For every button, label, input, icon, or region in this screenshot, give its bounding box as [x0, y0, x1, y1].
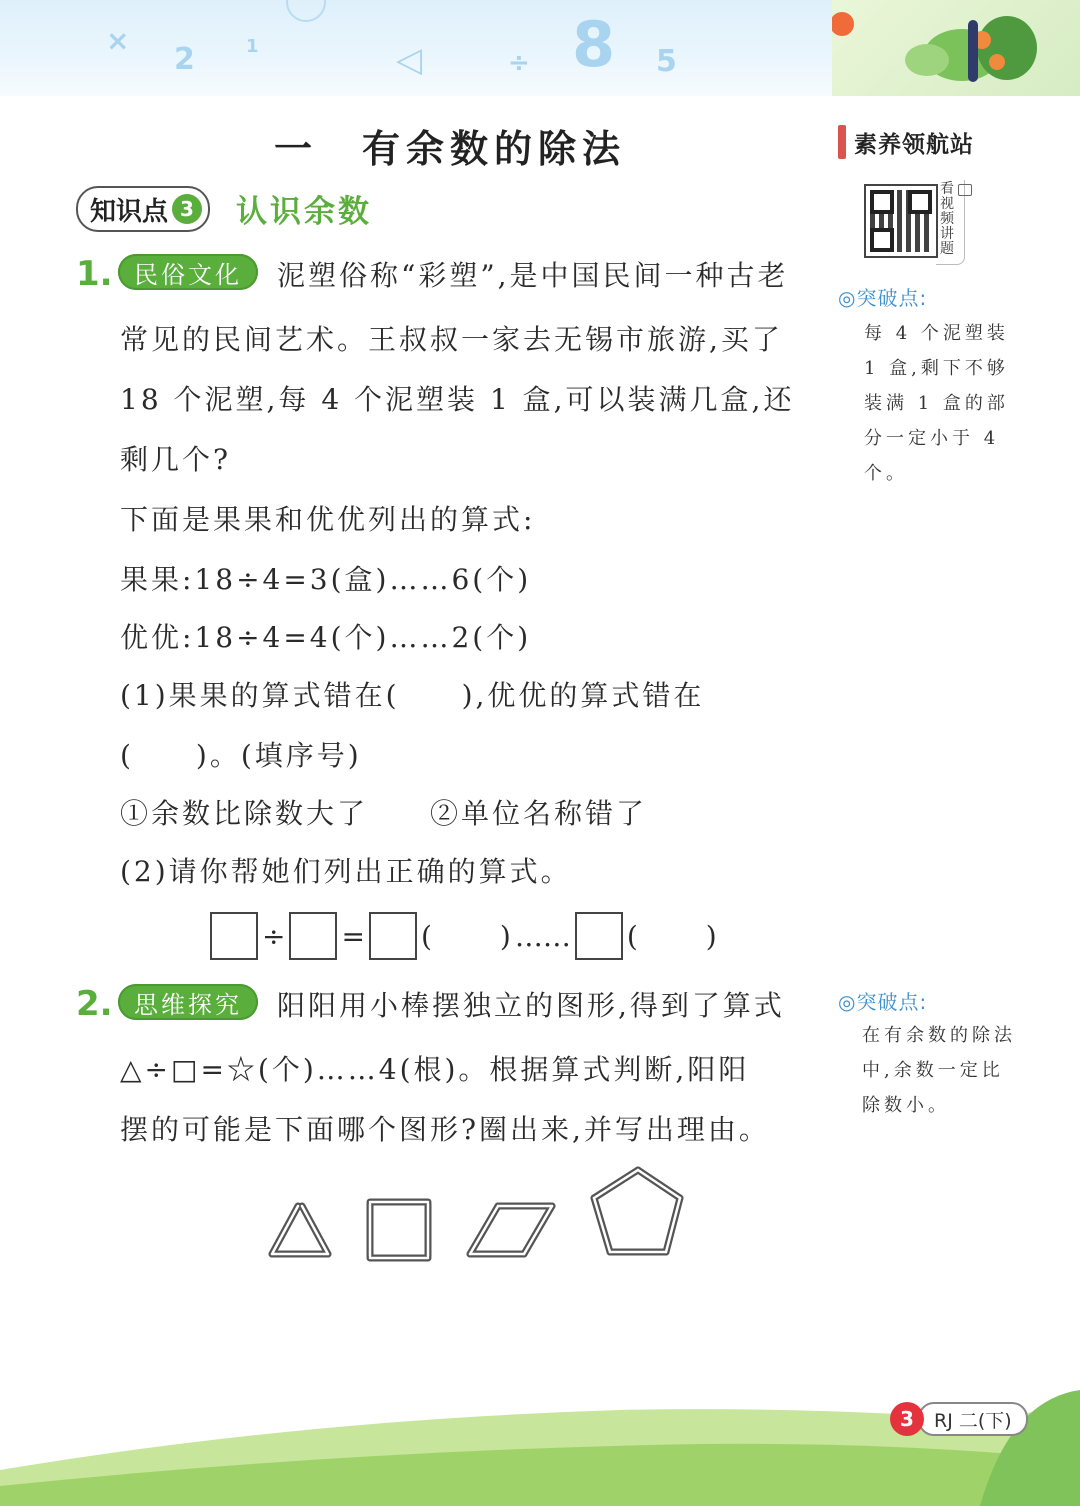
question-1-youyou-formula: 优优:18÷4=4(个)……2(个) — [120, 621, 532, 654]
open-paren: ( — [420, 919, 432, 953]
question-2-line: 阳阳用小棒摆独立的图形,得到了算式 — [277, 989, 785, 1022]
decor-glyph: 1 — [246, 36, 259, 57]
equals-sign: = — [341, 919, 365, 953]
answer-box-quotient[interactable] — [369, 912, 417, 960]
page-footer-badge — [890, 1402, 1028, 1436]
question-1-guoguo-formula: 果果:18÷4=3(盒)……6(个) — [120, 563, 532, 596]
ellipsis: …… — [514, 919, 571, 953]
question-1-part1: (1)果果的算式错在( ),优优的算式错在 — [120, 679, 705, 712]
brand-station-label: 素养领航站 — [854, 131, 974, 158]
qr-video-note: 看视频讲题 — [940, 181, 954, 257]
tip-2-heading: ◎突破点: — [838, 990, 928, 1014]
question-1-line: 剩几个? — [120, 443, 232, 476]
decor-glyph: 2 — [174, 42, 195, 77]
divide-sign: ÷ — [262, 919, 286, 953]
open-paren: ( — [626, 919, 638, 953]
chapter-title: 一 有余数的除法 — [273, 126, 626, 171]
question-1-tag: 民俗文化 — [118, 254, 258, 290]
close-paren: ) — [499, 919, 511, 953]
lighthouse-icon — [838, 125, 846, 159]
decor-glyph: ÷ — [508, 48, 530, 78]
question-1-part2: (2)请你帮她们列出正确的算式。 — [120, 855, 572, 888]
knowledge-point-label: 知识点 — [90, 196, 169, 227]
answer-formula-row — [210, 912, 717, 960]
knowledge-point-badge — [76, 186, 210, 232]
play-icon — [958, 184, 972, 196]
question-2-number: 2. — [76, 984, 113, 1024]
question-1-part1-cont: ( )。(填序号) — [120, 739, 362, 772]
edition-label: RJ 二(下) — [918, 1402, 1028, 1436]
question-2-line: 摆的可能是下面哪个图形?圈出来,并写出理由。 — [120, 1113, 770, 1146]
question-1-line: 泥塑俗称“彩塑”,是中国民间一种古老 — [277, 259, 789, 292]
tip-1-heading: ◎突破点: — [838, 286, 928, 310]
stick-shapes — [258, 1162, 698, 1272]
question-1-line: 常见的民间艺术。王叔叔一家去无锡市旅游,买了 — [120, 323, 783, 356]
question-2-tag: 思维探究 — [118, 984, 258, 1020]
question-1-options: ①余数比除数大了 ②单位名称错了 — [120, 797, 648, 830]
question-1-number: 1. — [76, 254, 113, 294]
square-shape[interactable] — [370, 1202, 428, 1258]
tip-1-body: 每 4 个泥塑装 1 盒,剩下不够装满 1 盒的部分一定小于 4 个。 — [864, 323, 1009, 484]
triangle-shape[interactable] — [272, 1206, 328, 1254]
question-1-line: 18 个泥塑,每 4 个泥塑装 1 盒,可以装满几盒,还 — [120, 383, 795, 416]
header-plant-decoration — [832, 0, 1080, 96]
answer-box-dividend[interactable] — [210, 912, 258, 960]
decor-glyph: × — [106, 24, 130, 57]
decor-glyph: 5 — [656, 44, 677, 79]
bottom-hill-decoration — [0, 1380, 1080, 1506]
brand-station — [838, 122, 974, 162]
page-number: 3 — [890, 1402, 924, 1436]
question-2-line: △÷□=☆(个)……4(根)。根据算式判断,阳阳 — [120, 1053, 750, 1086]
answer-box-divisor[interactable] — [289, 912, 337, 960]
decor-glyph: 8 — [572, 8, 616, 81]
knowledge-point-number: 3 — [172, 194, 202, 224]
parallelogram-shape[interactable] — [470, 1206, 552, 1254]
knowledge-point-title: 认识余数 — [236, 194, 372, 230]
qr-code[interactable] — [864, 184, 938, 258]
decor-glyph: ◁ — [396, 40, 423, 80]
question-1-line: 下面是果果和优优列出的算式: — [120, 503, 536, 536]
close-paren: ) — [705, 919, 717, 953]
tip-2-body: 在有余数的除法中,余数一定比除数小。 — [862, 1025, 1016, 1116]
leaf-illustration — [832, 0, 1080, 96]
answer-box-remainder[interactable] — [575, 912, 623, 960]
